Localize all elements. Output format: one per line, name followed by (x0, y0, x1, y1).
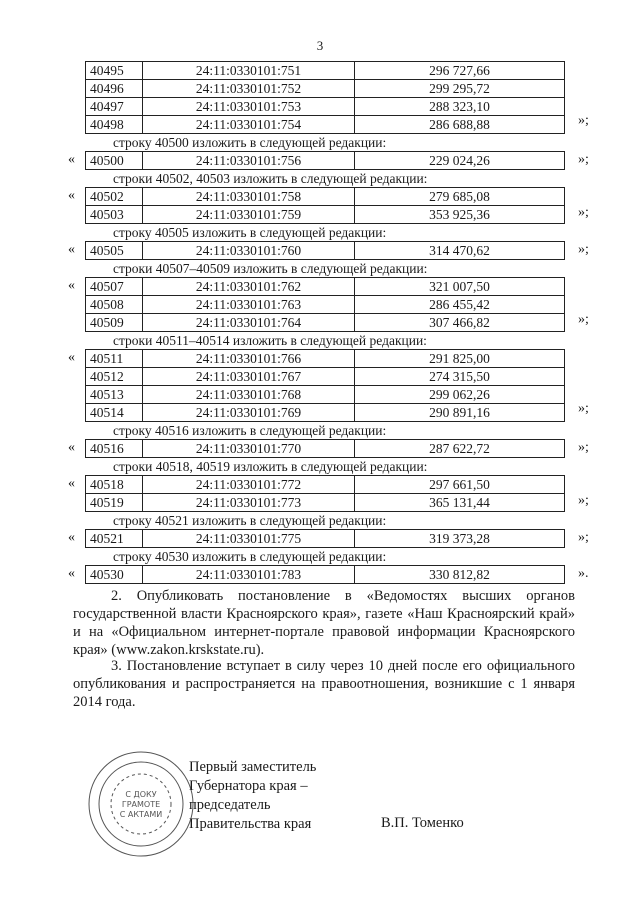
closing-quote: ». (578, 566, 589, 581)
opening-quote: « (68, 476, 75, 491)
value-cell: 287 622,72 (355, 440, 565, 458)
amendment-instruction: строки 40502, 40503 изложить в следующей редакции: (113, 171, 428, 186)
cadastral-number-cell: 24:11:0330101:751 (143, 62, 355, 80)
row-number-cell: 40496 (86, 80, 143, 98)
table-row (86, 350, 565, 368)
table-row (86, 404, 565, 422)
amendment-table (85, 349, 565, 422)
table-row (86, 314, 565, 332)
signature-title-line: председатель (189, 797, 271, 813)
value-cell: 296 727,66 (355, 62, 565, 80)
table-row (86, 116, 565, 134)
amendment-instruction: строку 40516 изложить в следующей редакции: (113, 423, 387, 438)
signatory-name: В.П. Томенко (381, 815, 464, 831)
amendment-table-block (0, 439, 640, 458)
value-cell: 297 661,50 (355, 476, 565, 494)
amendment-table (85, 277, 565, 332)
closing-quote: »; (578, 440, 589, 455)
row-number-cell: 40512 (86, 368, 143, 386)
table-row (86, 530, 565, 548)
opening-quote: « (68, 530, 75, 545)
signature-title-line: Первый заместитель (189, 759, 317, 775)
closing-quote: »; (578, 312, 589, 327)
official-seal-stamp (86, 747, 196, 862)
amendment-instruction: строку 40505 изложить в следующей редакции: (113, 225, 387, 240)
row-number-cell: 40513 (86, 386, 143, 404)
cadastral-number-cell: 24:11:0330101:759 (143, 206, 355, 224)
amendment-instruction: строку 40500 изложить в следующей редакции: (113, 135, 387, 150)
cadastral-number-cell: 24:11:0330101:766 (143, 350, 355, 368)
amendment-table (85, 565, 565, 584)
row-number-cell: 40503 (86, 206, 143, 224)
amendment-table-block (0, 565, 640, 584)
row-number-cell: 40509 (86, 314, 143, 332)
signature-title-line: Правительства края (189, 816, 312, 832)
amendment-table-block (0, 529, 640, 548)
paragraph-2: 2. Опубликовать постановление в «Ведомостях высших органов государственной власти Красноярского края», газете «Наш Красноярский край» и на «Официальном интернет-портале правовой информации Красноярского края» (www.zakon.krskstate.ru). (73, 588, 575, 658)
closing-quote: »; (578, 113, 589, 128)
opening-quote: « (68, 278, 75, 293)
value-cell: 299 062,26 (355, 386, 565, 404)
value-cell: 330 812,82 (355, 566, 565, 584)
opening-quote: « (68, 566, 75, 581)
row-number-cell: 40505 (86, 242, 143, 260)
cadastral-number-cell: 24:11:0330101:773 (143, 494, 355, 512)
value-cell: 279 685,08 (355, 188, 565, 206)
table-row (86, 206, 565, 224)
row-number-cell: 40514 (86, 404, 143, 422)
value-cell: 299 295,72 (355, 80, 565, 98)
row-number-cell: 40495 (86, 62, 143, 80)
table-row (86, 566, 565, 584)
value-cell: 365 131,44 (355, 494, 565, 512)
closing-quote: »; (578, 530, 589, 545)
opening-quote: « (68, 440, 75, 455)
cadastral-number-cell: 24:11:0330101:753 (143, 98, 355, 116)
amendment-table (85, 241, 565, 260)
closing-quote: »; (578, 205, 589, 220)
table-row (86, 62, 565, 80)
amendment-table (85, 439, 565, 458)
cadastral-number-cell: 24:11:0330101:775 (143, 530, 355, 548)
row-number-cell: 40519 (86, 494, 143, 512)
amendment-blocks (0, 61, 640, 584)
cadastral-number-cell: 24:11:0330101:768 (143, 386, 355, 404)
row-number-cell: 40508 (86, 296, 143, 314)
amendment-table-block (0, 241, 640, 260)
row-number-cell: 40497 (86, 98, 143, 116)
amendment-table (85, 61, 565, 134)
cadastral-number-cell: 24:11:0330101:763 (143, 296, 355, 314)
table-row (86, 278, 565, 296)
value-cell: 321 007,50 (355, 278, 565, 296)
amendment-instruction: строки 40518, 40519 изложить в следующей редакции: (113, 459, 428, 474)
table-row (86, 188, 565, 206)
closing-quote: »; (578, 401, 589, 416)
svg-text:С АКТАМИ: С АКТАМИ (119, 810, 163, 819)
closing-quote: »; (578, 242, 589, 257)
table-row (86, 152, 565, 170)
opening-quote: « (68, 242, 75, 257)
cadastral-number-cell: 24:11:0330101:767 (143, 368, 355, 386)
cadastral-number-cell: 24:11:0330101:783 (143, 566, 355, 584)
table-row (86, 80, 565, 98)
cadastral-number-cell: 24:11:0330101:754 (143, 116, 355, 134)
amendment-table-block (0, 151, 640, 170)
table-row (86, 242, 565, 260)
value-cell: 290 891,16 (355, 404, 565, 422)
svg-text:ГРАМОТЕ: ГРАМОТЕ (121, 800, 161, 809)
value-cell: 319 373,28 (355, 530, 565, 548)
amendment-table-block (0, 61, 640, 134)
table-row (86, 476, 565, 494)
svg-text:С ДОКУ: С ДОКУ (125, 790, 157, 799)
cadastral-number-cell: 24:11:0330101:760 (143, 242, 355, 260)
row-number-cell: 40502 (86, 188, 143, 206)
value-cell: 229 024,26 (355, 152, 565, 170)
opening-quote: « (68, 188, 75, 203)
value-cell: 288 323,10 (355, 98, 565, 116)
amendment-table-block (0, 277, 640, 332)
amendment-instruction: строку 40530 изложить в следующей редакции: (113, 549, 387, 564)
page-number: 3 (316, 38, 324, 53)
row-number-cell: 40511 (86, 350, 143, 368)
cadastral-number-cell: 24:11:0330101:756 (143, 152, 355, 170)
table-row (86, 296, 565, 314)
table-row (86, 440, 565, 458)
table-row (86, 494, 565, 512)
amendment-table-block (0, 187, 640, 224)
row-number-cell: 40500 (86, 152, 143, 170)
opening-quote: « (68, 152, 75, 167)
amendment-table (85, 529, 565, 548)
closing-quote: »; (578, 493, 589, 508)
paragraph-3: 3. Постановление вступает в силу через 10 дней после его официального опубликования и распространяется на правоотношения, возникшие с 1 января 2014 года. (73, 658, 575, 710)
cadastral-number-cell: 24:11:0330101:769 (143, 404, 355, 422)
cadastral-number-cell: 24:11:0330101:752 (143, 80, 355, 98)
amendment-table (85, 151, 565, 170)
amendment-instruction: строки 40507–40509 изложить в следующей редакции: (113, 261, 428, 276)
table-row (86, 368, 565, 386)
cadastral-number-cell: 24:11:0330101:770 (143, 440, 355, 458)
value-cell: 286 455,42 (355, 296, 565, 314)
amendment-instruction: строки 40511–40514 изложить в следующей редакции: (113, 333, 427, 348)
amendment-table-block (0, 475, 640, 512)
row-number-cell: 40521 (86, 530, 143, 548)
amendment-instruction: строку 40521 изложить в следующей редакции: (113, 513, 387, 528)
row-number-cell: 40530 (86, 566, 143, 584)
table-row (86, 386, 565, 404)
cadastral-number-cell: 24:11:0330101:762 (143, 278, 355, 296)
value-cell: 353 925,36 (355, 206, 565, 224)
value-cell: 291 825,00 (355, 350, 565, 368)
row-number-cell: 40498 (86, 116, 143, 134)
value-cell: 286 688,88 (355, 116, 565, 134)
row-number-cell: 40516 (86, 440, 143, 458)
signature-title (189, 758, 316, 834)
signature-title-line: Губернатора края – (189, 778, 308, 794)
row-number-cell: 40507 (86, 278, 143, 296)
value-cell: 307 466,82 (355, 314, 565, 332)
cadastral-number-cell: 24:11:0330101:772 (143, 476, 355, 494)
cadastral-number-cell: 24:11:0330101:758 (143, 188, 355, 206)
row-number-cell: 40518 (86, 476, 143, 494)
amendment-table-block (0, 349, 640, 422)
amendment-table (85, 187, 565, 224)
opening-quote: « (68, 350, 75, 365)
closing-quote: »; (578, 152, 589, 167)
value-cell: 274 315,50 (355, 368, 565, 386)
table-row (86, 98, 565, 116)
amendment-table (85, 475, 565, 512)
cadastral-number-cell: 24:11:0330101:764 (143, 314, 355, 332)
value-cell: 314 470,62 (355, 242, 565, 260)
